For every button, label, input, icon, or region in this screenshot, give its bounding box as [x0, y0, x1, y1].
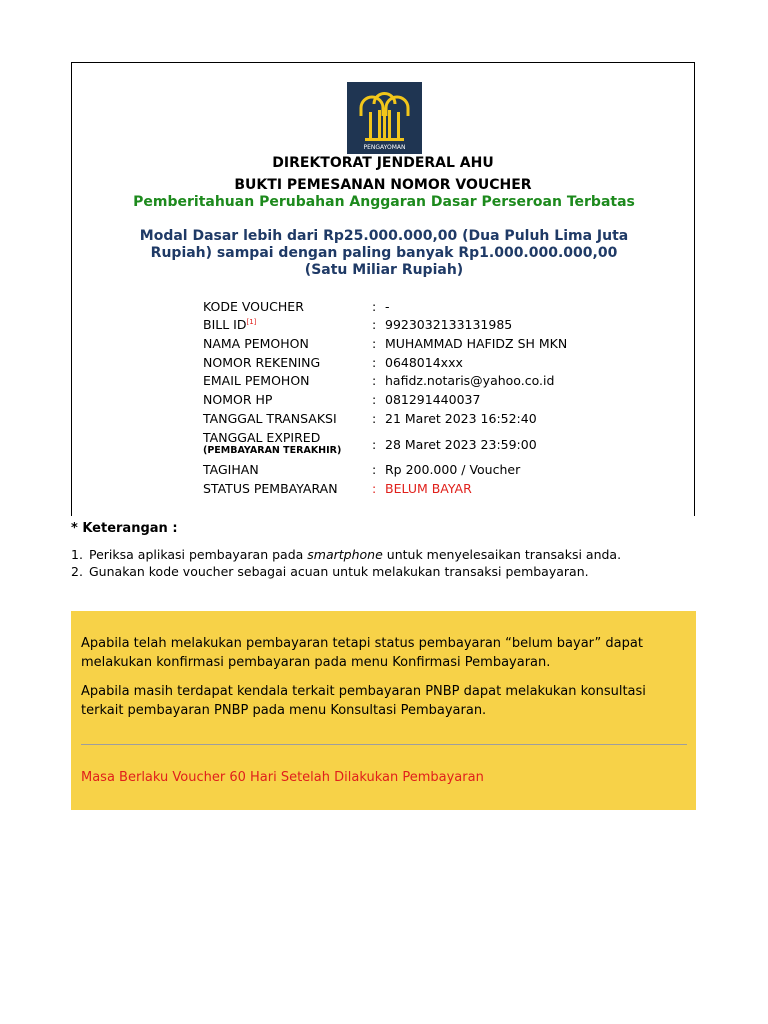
bill-id-value: 9923032133131985: [385, 317, 513, 332]
list-text-part: Gunakan kode voucher sebagai acuan untuk melakukan transaksi pembayaran.: [89, 564, 589, 579]
notice-paragraph-consultation: Apabila masih terdapat kendala terkait pembayaran PNBP dapat melakukan konsultasi terkait pembayaran PNBP pada menu Konsultasi Pembayaran.: [81, 684, 646, 718]
tagihan-label: TAGIHAN: [203, 462, 259, 477]
voucher-card: [71, 62, 695, 516]
voucher-validity-text: Masa Berlaku Voucher 60 Hari Setelah Dilakukan Pembayaran: [81, 770, 484, 785]
notice-paragraph-confirmation: Apabila telah melakukan pembayaran tetapi status pembayaran “belum bayar” dapat melakukan konfirmasi pembayaran pada menu Konfirmasi Pembayaran.: [81, 636, 643, 670]
nama-pemohon-value: MUHAMMAD HAFIDZ SH MKN: [385, 336, 568, 351]
separator: :: [372, 462, 377, 477]
separator: :: [372, 336, 377, 351]
tanggal-expired-value: 28 Maret 2023 23:59:00: [385, 437, 537, 452]
tanggal-expired-label: TANGGAL EXPIRED: [203, 430, 321, 445]
tanggal-expired-sublabel: (PEMBAYARAN TERAKHIR): [203, 445, 342, 456]
list-number: 2.: [71, 564, 83, 579]
divider: [81, 744, 687, 745]
tanggal-transaksi-label: TANGGAL TRANSAKSI: [203, 411, 337, 426]
document-title: BUKTI PEMESANAN NOMOR VOUCHER: [234, 177, 532, 193]
nomor-rekening-label: NOMOR REKENING: [203, 355, 321, 370]
separator: :: [372, 317, 377, 332]
nomor-hp-value: 081291440037: [385, 392, 481, 407]
nama-pemohon-label: NAMA PEMOHON: [203, 336, 309, 351]
list-text-part: untuk menyelesaikan transaksi anda.: [382, 547, 622, 562]
status-badge: BELUM BAYAR: [385, 481, 472, 496]
capital-range-subtitle: Modal Dasar lebih dari Rp25.000.000,00 (Dua Puluh Lima Juta Rupiah) sampai dengan paling banyak Rp1.000.000.000,00 (Satu Miliar Rupiah): [139, 228, 629, 278]
pengayoman-logo: [347, 82, 422, 154]
kode-voucher-label: KODE VOUCHER: [203, 299, 304, 314]
email-pemohon-value: hafidz.notaris@yahoo.co.id: [385, 373, 555, 388]
bill-id-label-wrap: [203, 317, 256, 332]
service-subtitle: Pemberitahuan Perubahan Anggaran Dasar Perseroan Terbatas: [133, 194, 635, 210]
list-text-emphasis: smartphone: [307, 547, 383, 562]
tanggal-transaksi-value: 21 Maret 2023 16:52:40: [385, 411, 537, 426]
bill-id-label: BILL ID: [203, 317, 247, 332]
directorate-title: DIREKTORAT JENDERAL AHU: [272, 155, 494, 171]
email-pemohon-label: EMAIL PEMOHON: [203, 373, 310, 388]
pengayoman-emblem-icon: [347, 82, 422, 154]
tanggal-expired-label-wrap: [203, 430, 341, 456]
bill-id-footnote: [1]: [246, 317, 257, 326]
separator: :: [372, 437, 377, 452]
separator: :: [372, 373, 377, 388]
kode-voucher-value: -: [385, 299, 390, 314]
status-pembayaran-label: STATUS PEMBAYARAN: [203, 481, 338, 496]
separator: :: [372, 481, 377, 496]
separator: :: [372, 392, 377, 407]
list-text-part: Periksa aplikasi pembayaran pada: [89, 547, 308, 562]
tagihan-value: Rp 200.000 / Voucher: [385, 462, 521, 477]
nomor-hp-label: NOMOR HP: [203, 392, 273, 407]
list-text: [89, 564, 589, 579]
separator: :: [372, 355, 377, 370]
list-number: 1.: [71, 547, 83, 562]
nomor-rekening-value: 0648014xxx: [385, 355, 463, 370]
list-text: [89, 547, 621, 562]
separator: :: [372, 411, 377, 426]
keterangan-title: * Keterangan :: [71, 521, 178, 536]
logo-caption: PENGAYOMAN: [363, 144, 406, 151]
payment-notice-box: [71, 611, 696, 810]
separator: :: [372, 299, 377, 314]
